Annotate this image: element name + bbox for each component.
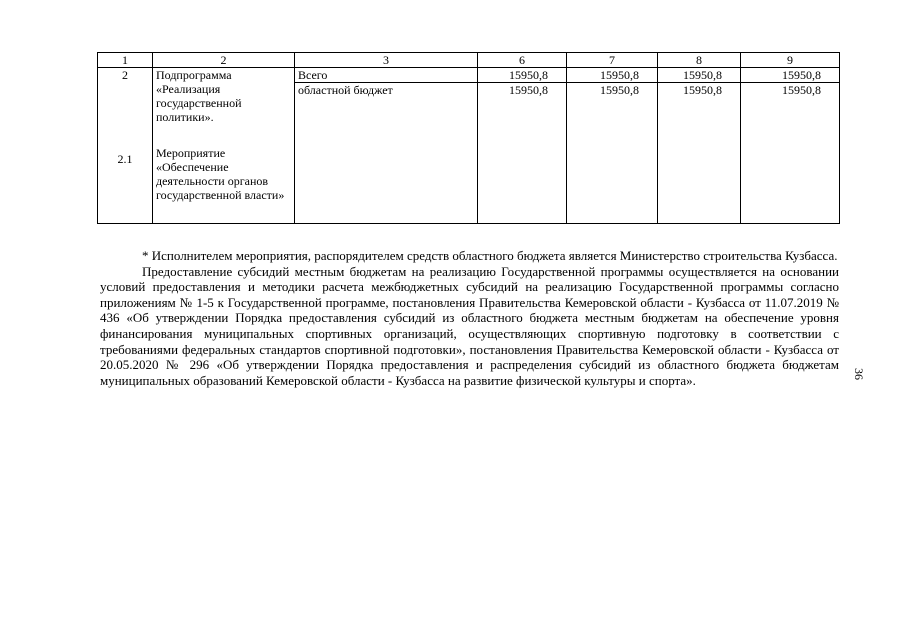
footnote-paragraph: * Исполнителем мероприятия, распорядителем средств областного бюджета является Министерство строительства Кузбасса. bbox=[142, 248, 838, 263]
subprogram-number: 2 bbox=[122, 68, 128, 82]
value-cell: 15950,8 bbox=[478, 68, 567, 83]
page-number: 36 bbox=[852, 368, 866, 380]
name-cell bbox=[153, 68, 295, 224]
column-header: 3 bbox=[295, 53, 478, 68]
subprogram-name: Подпрограмма «Реализация государственной политики». bbox=[156, 68, 242, 124]
column-header: 8 bbox=[658, 53, 741, 68]
column-header: 6 bbox=[478, 53, 567, 68]
table-row bbox=[98, 68, 840, 83]
activity-name: Мероприятие «Обеспечение деятельности органов государственной власти» bbox=[156, 146, 285, 202]
value-cell: 15950,8 bbox=[741, 68, 840, 83]
row-number-cell bbox=[98, 68, 153, 224]
funding-source-cell: Всего bbox=[295, 68, 478, 83]
activity-number: 2.1 bbox=[117, 152, 133, 166]
value-cell: 15950,8 bbox=[658, 83, 741, 224]
value-cell: 15950,8 bbox=[567, 83, 658, 224]
column-header: 9 bbox=[741, 53, 840, 68]
column-header: 1 bbox=[98, 53, 153, 68]
value-cell: 15950,8 bbox=[741, 83, 840, 224]
table-header-row bbox=[98, 53, 840, 68]
funding-source-cell: областной бюджет bbox=[295, 83, 478, 224]
column-header: 2 bbox=[153, 53, 295, 68]
value-cell: 15950,8 bbox=[478, 83, 567, 224]
subsidy-paragraph: Предоставление субсидий местным бюджетам на реализацию Государственной программы осуществляется на основании условий предоставления и методики расчета межбюджетных субсидий на реализацию Государственной программы согласно приложениям № 1-5 к Государственной программе, постановления Правительства Кемеровской области - Кузбасса от 11.07.2019 № 436 «Об утверждении Порядка предоставления субсидий из областного бюджета местным бюджетам на обеспечение уровня финансирования муниципальных спортивных организаций, осуществляющих спортивную подготовку в соответствии с требованиями федеральных стандартов спортивной подготовки», постановления Правительства Кемеровской области - Кузбасса от 20.05.2020 № 296 «Об утверждении Порядка предоставления и распределения субсидий из областного бюджета бюджетам муниципальных образований Кемеровской области - Кузбасса на развитие физической культуры и спорта». bbox=[100, 263, 839, 388]
value-cell: 15950,8 bbox=[658, 68, 741, 83]
budget-table bbox=[97, 52, 840, 224]
column-header: 7 bbox=[567, 53, 658, 68]
value-cell: 15950,8 bbox=[567, 68, 658, 83]
body-text bbox=[100, 248, 839, 388]
